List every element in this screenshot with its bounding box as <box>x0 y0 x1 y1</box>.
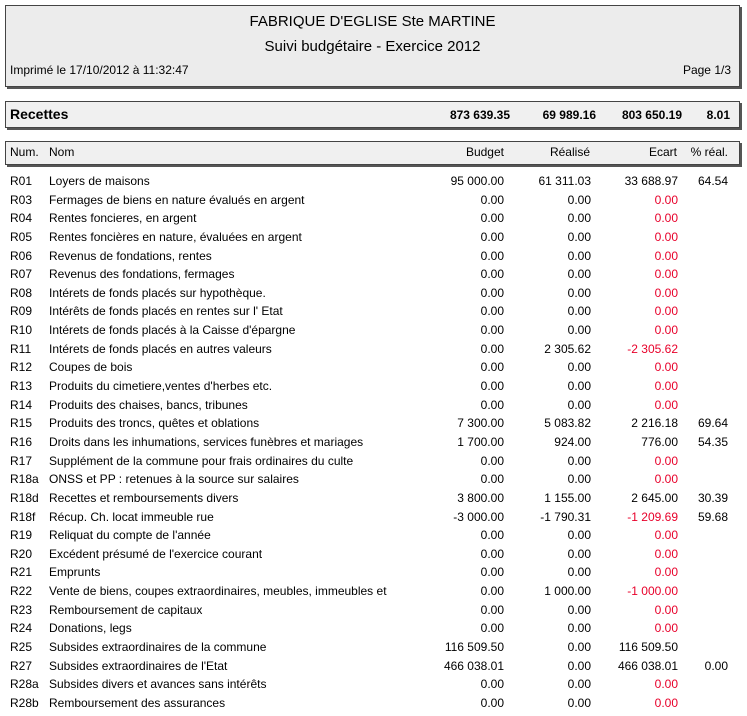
row-realise: 0.00 <box>567 379 591 394</box>
row-nom: Fermages de biens en nature évalués en argent <box>49 192 305 207</box>
row-num: R12 <box>10 360 33 375</box>
budget-table <box>0 172 747 713</box>
row-realise: 5 083.82 <box>544 416 591 431</box>
row-budget: 0.00 <box>480 285 504 300</box>
row-ecart: 0.00 <box>654 360 678 375</box>
row-pct: 30.39 <box>697 490 728 505</box>
row-realise: 0.00 <box>567 229 591 244</box>
row-ecart: 0.00 <box>654 602 678 617</box>
table-row <box>0 657 747 676</box>
row-budget: 0.00 <box>480 695 504 710</box>
row-realise: 0.00 <box>567 267 591 282</box>
table-row <box>0 433 747 452</box>
row-pct: 54.35 <box>697 434 728 449</box>
col-nom: Nom <box>49 145 75 159</box>
table-row <box>0 414 747 433</box>
row-num: R13 <box>10 379 33 394</box>
row-budget: -3 000.00 <box>453 509 504 524</box>
row-ecart: 0.00 <box>654 546 678 561</box>
table-row <box>0 228 747 247</box>
table-row <box>0 563 747 582</box>
row-ecart: 0.00 <box>654 379 678 394</box>
row-num: R03 <box>10 192 33 207</box>
row-budget: 0.00 <box>480 453 504 468</box>
col-pct: % réal. <box>690 145 728 159</box>
row-realise: 0.00 <box>567 323 591 338</box>
row-ecart: 2 216.18 <box>631 416 678 431</box>
row-budget: 116 509.50 <box>444 640 504 655</box>
row-nom: Loyers de maisons <box>49 174 150 188</box>
summary-realise: 69 989.16 <box>542 108 596 122</box>
row-ecart: 0.00 <box>654 267 678 282</box>
row-num: R11 <box>10 341 32 356</box>
row-num: R24 <box>10 621 33 636</box>
row-nom: Rentes foncières en nature, évaluées en argent <box>49 229 302 244</box>
row-ecart: 0.00 <box>654 695 678 710</box>
row-ecart: 0.00 <box>654 248 678 263</box>
table-row <box>0 302 747 321</box>
table-row <box>0 284 747 303</box>
row-budget: 0.00 <box>480 267 504 282</box>
row-budget: 0.00 <box>480 341 504 356</box>
row-ecart: -1 209.69 <box>627 509 678 524</box>
row-realise: 0.00 <box>567 472 591 487</box>
row-nom: Rentes foncieres, en argent <box>49 211 197 226</box>
row-nom: Revenus de fondations, rentes <box>49 248 212 263</box>
row-budget: 95 000.00 <box>450 174 504 188</box>
row-budget: 0.00 <box>480 565 504 580</box>
row-nom: Coupes de bois <box>49 360 133 375</box>
row-num: R20 <box>10 546 33 561</box>
row-nom: Donations, legs <box>49 621 132 636</box>
row-ecart: 466 038.01 <box>617 658 678 673</box>
table-row <box>0 377 747 396</box>
row-nom: Intérêts de fonds placés en rentes sur l' Etat <box>49 304 283 319</box>
table-row <box>0 545 747 564</box>
row-budget: 0.00 <box>480 602 504 617</box>
table-row <box>0 191 747 210</box>
row-budget: 7 300.00 <box>457 416 504 431</box>
row-ecart: 0.00 <box>654 565 678 580</box>
row-nom: Produits du cimetiere,ventes d'herbes etc. <box>49 379 273 394</box>
col-realise: Réalisé <box>549 145 590 159</box>
table-row <box>0 619 747 638</box>
row-pct: 64.54 <box>697 174 728 188</box>
row-num: R16 <box>10 434 33 449</box>
row-nom: Intérets de fonds placés à la Caisse d'épargne <box>49 323 296 338</box>
row-realise: 0.00 <box>567 621 591 636</box>
row-nom: Droits dans les inhumations, services funèbres et mariages <box>49 434 364 449</box>
row-nom: Revenus des fondations, fermages <box>49 267 235 282</box>
row-nom: Subsides extraordinaires de l'Etat <box>49 658 228 673</box>
row-budget: 466 038.01 <box>443 658 504 673</box>
row-num: R22 <box>10 584 33 599</box>
table-row <box>0 638 747 657</box>
row-nom: Récup. Ch. locat immeuble rue <box>49 509 214 524</box>
table-row <box>0 489 747 508</box>
row-num: R21 <box>10 565 33 580</box>
row-budget: 0.00 <box>480 248 504 263</box>
table-row <box>0 172 747 191</box>
row-nom: Subsides extraordinaires de la commune <box>49 640 267 655</box>
row-nom: Emprunts <box>49 565 101 580</box>
row-ecart: 0.00 <box>654 192 678 207</box>
col-num: Num. <box>10 145 39 159</box>
table-row <box>0 247 747 266</box>
row-pct: 59.68 <box>697 509 728 524</box>
row-ecart: 776.00 <box>641 434 678 449</box>
row-nom: Vente de biens, coupes extraordinaires, meubles, immeubles et <box>49 584 387 599</box>
table-row <box>0 209 747 228</box>
row-ecart: -2 305.62 <box>627 341 678 356</box>
row-nom: ONSS et PP : retenues à la source sur salaires <box>49 472 299 487</box>
row-ecart: 33 688.97 <box>624 174 678 188</box>
row-realise: 0.00 <box>567 360 591 375</box>
row-num: R27 <box>10 658 33 673</box>
table-row <box>0 582 747 601</box>
row-num: R07 <box>10 267 33 282</box>
row-budget: 0.00 <box>480 192 504 207</box>
row-ecart: 0.00 <box>654 472 678 487</box>
row-realise: 0.00 <box>567 453 591 468</box>
row-num: R04 <box>10 211 33 226</box>
row-realise: 0.00 <box>567 602 591 617</box>
row-realise: 61 311.03 <box>538 174 591 188</box>
row-realise: 1 000.00 <box>544 584 591 599</box>
row-num: R18a <box>10 472 39 487</box>
row-realise: 0.00 <box>567 528 591 543</box>
row-num: R23 <box>10 602 33 617</box>
row-ecart: 0.00 <box>654 528 678 543</box>
row-budget: 0.00 <box>480 528 504 543</box>
row-realise: 924.00 <box>554 434 591 449</box>
row-budget: 0.00 <box>480 677 504 692</box>
row-num: R28a <box>10 677 39 692</box>
row-num: R01 <box>10 174 33 188</box>
row-num: R09 <box>10 304 33 319</box>
row-realise: 0.00 <box>567 285 591 300</box>
row-realise: 0.00 <box>567 192 591 207</box>
row-num: R05 <box>10 229 33 244</box>
row-realise: 0.00 <box>567 248 591 263</box>
table-row <box>0 321 747 340</box>
row-pct: 69.64 <box>697 416 728 431</box>
row-realise: 2 305.62 <box>544 341 591 356</box>
row-nom: Intérets de fonds placés sur hypothèque. <box>49 285 266 300</box>
row-realise: 0.00 <box>567 546 591 561</box>
row-num: R18d <box>10 490 39 505</box>
row-realise: 0.00 <box>567 565 591 580</box>
row-realise: 1 155.00 <box>544 490 591 505</box>
table-row <box>0 675 747 694</box>
row-ecart: 0.00 <box>654 285 678 300</box>
row-realise: 0.00 <box>567 211 591 226</box>
table-row <box>0 601 747 620</box>
col-ecart: Ecart <box>648 145 677 159</box>
recettes-summary <box>5 101 740 128</box>
row-realise: 0.00 <box>567 658 591 673</box>
row-budget: 0.00 <box>480 211 504 226</box>
table-row <box>0 452 747 471</box>
col-budget: Budget <box>465 145 504 159</box>
page-number: Page 1/3 <box>682 63 731 77</box>
row-nom: Recettes et remboursements divers <box>49 490 239 505</box>
row-budget: 0.00 <box>480 621 504 636</box>
row-realise: 0.00 <box>567 304 591 319</box>
row-num: R17 <box>10 453 33 468</box>
row-budget: 0.00 <box>480 304 504 319</box>
row-num: R10 <box>10 323 33 338</box>
row-nom: Remboursement des assurances <box>49 695 226 710</box>
row-realise: 0.00 <box>567 695 591 710</box>
row-num: R06 <box>10 248 33 263</box>
table-row <box>0 358 747 377</box>
table-row <box>0 396 747 415</box>
report-subtitle: Suivi budgétaire - Exercice 2012 <box>264 38 481 55</box>
print-date: Imprimé le 17/10/2012 à 11:32:47 <box>10 63 189 77</box>
row-budget: 0.00 <box>480 584 504 599</box>
row-num: R14 <box>10 397 33 412</box>
row-num: R18f <box>10 509 36 524</box>
row-budget: 0.00 <box>480 229 504 244</box>
row-realise: 0.00 <box>567 640 591 655</box>
report-title: FABRIQUE D'EGLISE Ste MARTINE <box>249 13 496 30</box>
row-num: R28b <box>10 695 39 710</box>
row-nom: Reliquat du compte de l'année <box>49 528 211 543</box>
row-nom: Intérets de fonds placés en autres valeurs <box>49 341 272 356</box>
summary-ecart: 803 650.19 <box>621 108 682 122</box>
row-num: R15 <box>10 416 33 431</box>
table-row <box>0 470 747 489</box>
row-budget: 0.00 <box>480 323 504 338</box>
row-budget: 0.00 <box>480 397 504 412</box>
row-nom: Supplément de la commune pour frais ordinaires du culte <box>49 453 354 468</box>
row-ecart: 2 645.00 <box>631 490 678 505</box>
summary-label: Recettes <box>10 106 69 122</box>
table-row <box>0 340 747 359</box>
row-nom: Produits des troncs, quêtes et oblations <box>49 416 260 431</box>
summary-pct: 8.01 <box>706 108 730 122</box>
row-nom: Remboursement de capitaux <box>49 602 203 617</box>
row-ecart: 116 509.50 <box>618 640 678 655</box>
row-ecart: 0.00 <box>654 453 678 468</box>
row-ecart: 0.00 <box>654 304 678 319</box>
row-ecart: 0.00 <box>654 397 678 412</box>
row-nom: Subsides divers et avances sans intérêts <box>49 677 267 692</box>
summary-budget: 873 639.35 <box>449 108 510 122</box>
report-header <box>5 5 740 87</box>
row-ecart: 0.00 <box>654 323 678 338</box>
table-row <box>0 526 747 545</box>
table-row <box>0 265 747 284</box>
row-realise: -1 790.31 <box>540 509 591 524</box>
row-ecart: 0.00 <box>654 621 678 636</box>
table-row <box>0 508 747 527</box>
row-budget: 0.00 <box>480 472 504 487</box>
row-realise: 0.00 <box>567 677 591 692</box>
row-num: R08 <box>10 285 33 300</box>
row-ecart: 0.00 <box>654 677 678 692</box>
row-budget: 0.00 <box>480 546 504 561</box>
row-nom: Produits des chaises, bancs, tribunes <box>49 397 248 412</box>
row-num: R19 <box>10 528 33 543</box>
row-ecart: 0.00 <box>654 211 678 226</box>
row-budget: 1 700.00 <box>457 434 504 449</box>
column-header <box>5 141 740 165</box>
row-num: R25 <box>10 640 33 655</box>
row-ecart: -1 000.00 <box>627 584 678 599</box>
row-ecart: 0.00 <box>654 229 678 244</box>
row-nom: Excédent présumé de l'exercice courant <box>49 546 263 561</box>
table-row <box>0 694 747 713</box>
row-pct: 0.00 <box>704 658 728 673</box>
row-budget: 3 800.00 <box>457 490 504 505</box>
row-budget: 0.00 <box>480 360 504 375</box>
row-budget: 0.00 <box>480 379 504 394</box>
row-realise: 0.00 <box>567 397 591 412</box>
